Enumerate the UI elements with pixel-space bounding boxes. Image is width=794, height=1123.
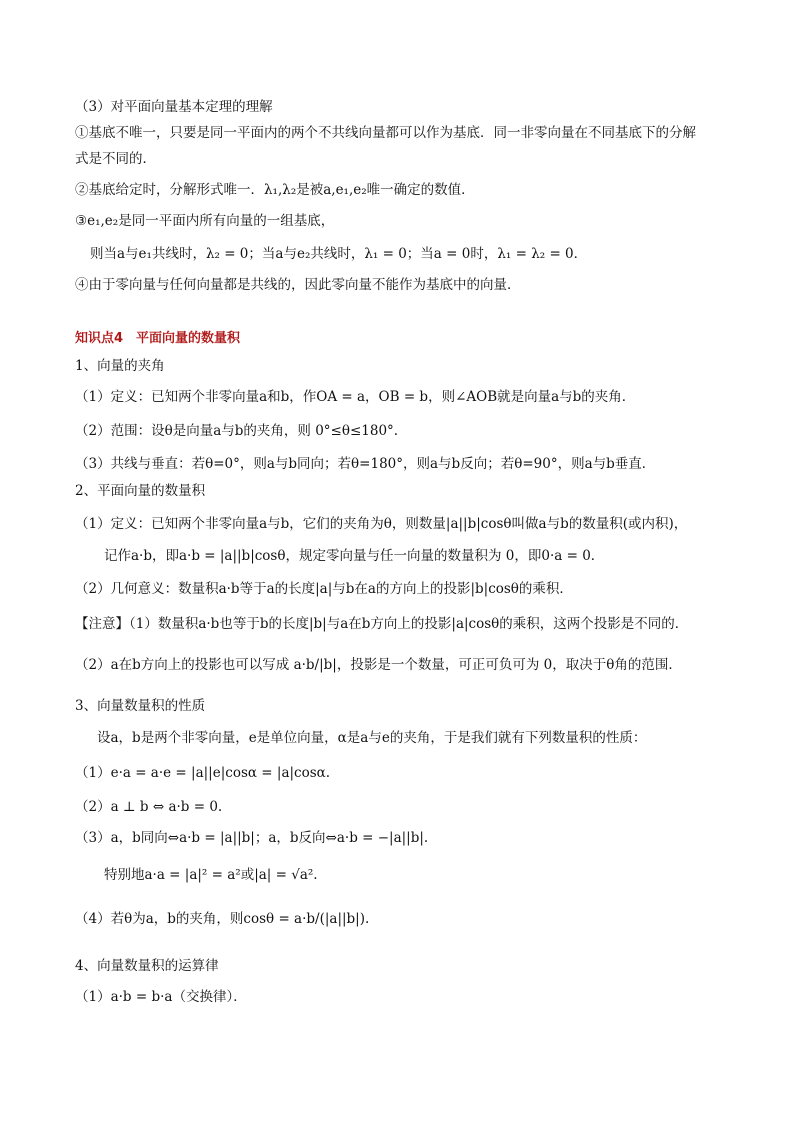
text-line: （1）e·a = a·e = |a||e|cosα = |a|cosα. (75, 765, 331, 781)
text-line: 2、平面向量的数量积 (75, 483, 206, 499)
text-line: （3）对平面向量基本定理的理解 (75, 99, 273, 115)
text-line: ④由于零向量与任何向量都是共线的，因此零向量不能作为基底中的向量． (75, 277, 521, 293)
text-line: （1）a·b = b·a（交换律）． (75, 989, 247, 1005)
text-line: 式是不同的． (75, 151, 156, 167)
text-line: ③e₁,e₂是同一平面内所有向量的一组基底， (75, 213, 335, 229)
text-line: （3）共线与垂直：若θ=0°，则a与b同向；若θ=180°，则a与b反向；若θ=90°，则a与b垂直． (75, 456, 656, 472)
text-line: （2）a ⊥ b ⇔ a·b = 0. (75, 799, 223, 815)
text-line: 【注意】（1）数量积a·b也等于b的长度|b|与a在b方向上的投影|a|cosθ的乘积，这两个投影是不同的． (75, 616, 689, 632)
text-line: 则当a与e₁共线时，λ₂ = 0；当a与e₂共线时，λ₁ = 0；当a = 0时，λ₁ = λ₂ = 0． (90, 246, 588, 262)
text-line: （2）范围：设θ是向量a与b的夹角，则 0°≤θ≤180°. (75, 423, 399, 439)
text-line: ①基底不唯一，只要是同一平面内的两个不共线向量都可以作为基底．同一非零向量在不同基底下的分解 (75, 125, 696, 141)
text-line: 特别地a·a = |a|² = a²或|a| = √a². (104, 867, 318, 883)
text-line: 4、向量数量积的运算律 (75, 958, 219, 974)
text-line: 记作a·b，即a·b = |a||b|cosθ，规定零向量与任一向量的数量积为 0，即0·a = 0． (104, 548, 605, 564)
text-line: （1）定义：已知两个非零向量a和b，作OA = a，OB = b，则∠AOB就是向量a与b的夹角． (75, 389, 636, 405)
text-line: 3、向量数量积的性质 (75, 698, 206, 714)
text-line: （1）定义：已知两个非零向量a与b，它们的夹角为θ，则数量|a||b|cosθ叫做a与b的数量积(或内积)， (75, 516, 688, 532)
text-line: （3）a，b同向⇔a·b = |a||b|；a，b反向⇔a·b = −|a||b|. (75, 830, 429, 846)
section-heading: 知识点4 平面向量的数量积 (75, 331, 241, 346)
text-line: ②基底给定时，分解形式唯一．λ₁,λ₂是被a,e₁,e₂唯一确定的数值． (75, 182, 475, 198)
text-line: （4）若θ为a，b的夹角，则cosθ = a·b/(|a||b|). (75, 911, 370, 927)
text-line: 设a，b是两个非零向量，e是单位向量，α是a与e的夹角，于是我们就有下列数量积的性质： (97, 730, 647, 746)
text-line: （2）几何意义：数量积a·b等于a的长度|a|与b在a的方向上的投影|b|cosθ的乘积． (75, 581, 573, 597)
text-line: （2）a在b方向上的投影也可以写成 a·b/|b|，投影是一个数量，可正可负可为 0，取决于θ角的范围． (75, 657, 682, 673)
text-line: 1、向量的夹角 (75, 358, 165, 374)
